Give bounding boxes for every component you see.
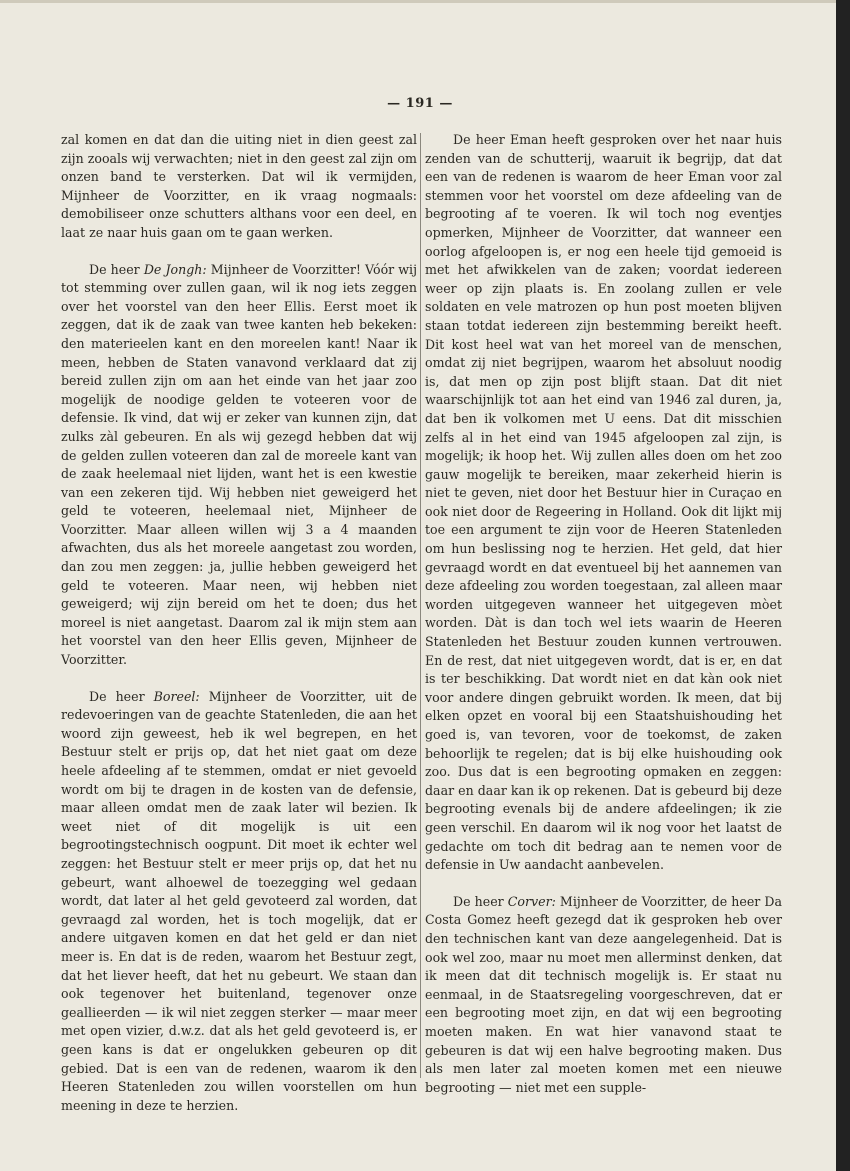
left-paragraph-2 <box>61 261 417 670</box>
speech-text: Mijnheer de Voorzitter, de heer Da Costa Gomez heeft gezegd dat ik gesproken heb over den technischen kant van deze aangelegenheid. Dat is ook wel zoo, maar nu moet men allerminst denken, dat ik meen dat dit technisch mogelijk is. Er staat nu eenmaal, in de Staatsregeling voorgeschreven, dat er een begrooting moet zijn, en dat wij een begrooting moeten maken. En wat hier vanavond staat te gebeuren is dat wij een halve begrooting maken. Dus als men later zal moeten komen met een nieuwe begrooting — niet met een supple- <box>425 893 783 1095</box>
page-top-edge <box>0 0 850 3</box>
right-paragraph-1: De heer Eman heeft gesproken over het naar huis zenden van de schutterij, waaruit ik begrijp, dat dat een van de redenen is waarom de heer Eman voor zal stemmen voor het voorstel om deze afdeeling van de begrooting af te voeren. Ik wil toch nog eventjes opmerken, Mijnheer de Voorzitter, dat wanneer een oorlog afgeloopen is, er nog een heele tijd gemoeid is met het afwikkelen van de zaken; voordat iedereen weer op zijn plaats is. En zoolang zullen er vele soldaten en vele matrozen op hun post moeten blijven staan totdat iedereen zijn bestemming bereikt heeft. Dit kost heel wat van het moreel van de menschen, omdat zij niet begrijpen, waarom het absoluut noodig is, dat men op zijn post blijft staan. Dat dit niet waarschijnlijk tot aan het eind van 1946 zal duren, ja, dat ben ik volkomen met U eens. Dat dit misschien zelfs al in het eind van 1945 afgeloopen zal zijn, is mogelijk; ik hoop het. Wij zullen alles doen om het zoo gauw mogelijk te bereiken, maar zekerheid hierin is niet te geven, niet door het Bestuur hier in Curaçao en ook niet door de Regeering in Holland. Ook dit lijkt mij toe een argument te zijn voor de Heeren Statenleden om hun beslissing nog te herzien. Het geld, dat hier gevraagd wordt en dat eventueel bij het aannemen van deze afdeeling zou worden toegestaan, zal alleen maar worden uitgegeven wanneer het uitgegeven mòet worden. Dàt is dan toch wel iets waarin de Heeren Statenleden het Bestuur zouden kunnen vertrouwen. En de rest, dat niet uitgegeven wordt, dat is er, en dat is ter beschikking. Dat wordt niet en dat kàn ook niet voor andere dingen gebruikt worden. Ik meen, dat bij elken opzet en vooral bij een Staatshuishouding het goed is, van tevoren, voor de toekomst, de zaken behoorlijk te regelen; dat is bij elke huishouding ook zoo. Dus dat is een begrooting opmaken en zeggen: daar en daar kan ik op rekenen. Dat is gebeurd bij deze begrooting evenals bij de andere afdeelingen; ik zie geen verschil. En daarom wil ik nog voor het laatst de gedachte om toch dit bedrag aan te nemen voor de defensie in Uw aandacht aanbevelen. <box>425 132 782 873</box>
left-paragraph-1: zal komen en dat dan die uiting niet in dien geest zal zijn zooals wij verwachten; niet in den geest zal zijn om onzen band te versterken. Dat wil ik vermijden, Mijnheer de Voorzitter, en ik vraag nogmaals: demobiliseer onze schutters althans voor een deel, en laat ze naar huis gaan om te gaan werken. <box>61 132 417 240</box>
speaker-name: De Jongh: <box>143 261 207 277</box>
right-column <box>425 131 782 1097</box>
speaker-intro: De heer <box>89 688 154 704</box>
left-paragraph-3 <box>61 688 417 1116</box>
page-number: — 191 — <box>387 96 453 111</box>
speech-text: Mijnheer de Voorzitter! Vóór wij tot stemming over zullen gaan, wil ik nog iets zeggen over het voorstel van den heer Ellis. Eerst moet ik zeggen, dat ik de zaak van twee kanten heb bekeken: den materieelen kant en den moreelen kant! Naar ik meen, hebben de Staten vanavond verklaard dat zij bereid zullen zijn om aan het einde van het jaar zoo mogelijk de noodige gelden te voteeren voor de defensie. Ik vind, dat wij er zeker van kunnen zijn, dat zulks zàl gebeuren. En als wij gezegd hebben dat wij de gelden zullen voteeren dan zal de moreele kant van de zaak heelemaal niet lijden, want het is een kwestie van een zekeren tijd. Wij hebben niet geweigerd het geld te voteeren, heelemaal niet, Mijnheer de Voorzitter. Maar alleen willen wij 3 a 4 maanden afwachten, dus als het moreele aangetast zou worden, dan zou men zeggen: ja, jullie hebben geweigerd het geld te voteeren. Maar neen, wij hebben niet geweigerd; wij zijn bereid om het te doen; dus het moreel is niet aangetast. Daarom zal ik mijn stem aan het voorstel van den heer Ellis geven, Mijnheer de Voorzitter. <box>61 261 417 668</box>
speaker-intro: De heer <box>453 893 508 909</box>
speaker-name: Corver: <box>507 893 556 909</box>
column-divider <box>420 133 421 1078</box>
speaker-name: Boreel: <box>153 688 200 704</box>
left-column <box>61 131 417 1115</box>
speech-text: Mijnheer de Voorzitter, uit de redevoeringen van de geachte Statenleden, die aan het woord zijn geweest, heb ik wel begrepen, en het Bestuur stelt er prijs op, dat het niet gaat om deze heele afdeeling af te stemmen, omdat er niet gevoeld wordt om bij te dragen in de kosten van de defensie, maar alleen omdat men de zaak later wil bezien. Ik weet niet of dit mogelijk is uit een begrootingstechnisch oogpunt. Dit moet ik echter wel zeggen: het Bestuur stelt er meer prijs op, dat het nu gebeurt, want alhoewel de toezegging wel gedaan wordt, dat later al het geld gevoteerd zal worden, dat gevraagd zal worden, het is toch mogelijk, dat er andere uitgaven komen en dat het geld er dan niet meer is. En dat is de reden, waarom het Bestuur zegt, dat het liever heeft, dat het nu gebeurt. We staan dan ook tegenover het buitenland, tegenover onze geallieerden — ik wil niet zeggen sterker — maar meer met open vizier, d.w.z. dat als het geld gevoteerd is, er geen kans is dat er ongelukken gebeuren op dit gebied. Dat is een van de redenen, waarom ik den Heeren Statenleden zou willen voorstellen om hun meening in deze te herzien. <box>61 688 417 1113</box>
right-paragraph-2 <box>425 893 782 1098</box>
page-right-edge <box>836 0 850 1171</box>
speaker-intro: De heer <box>89 261 144 277</box>
